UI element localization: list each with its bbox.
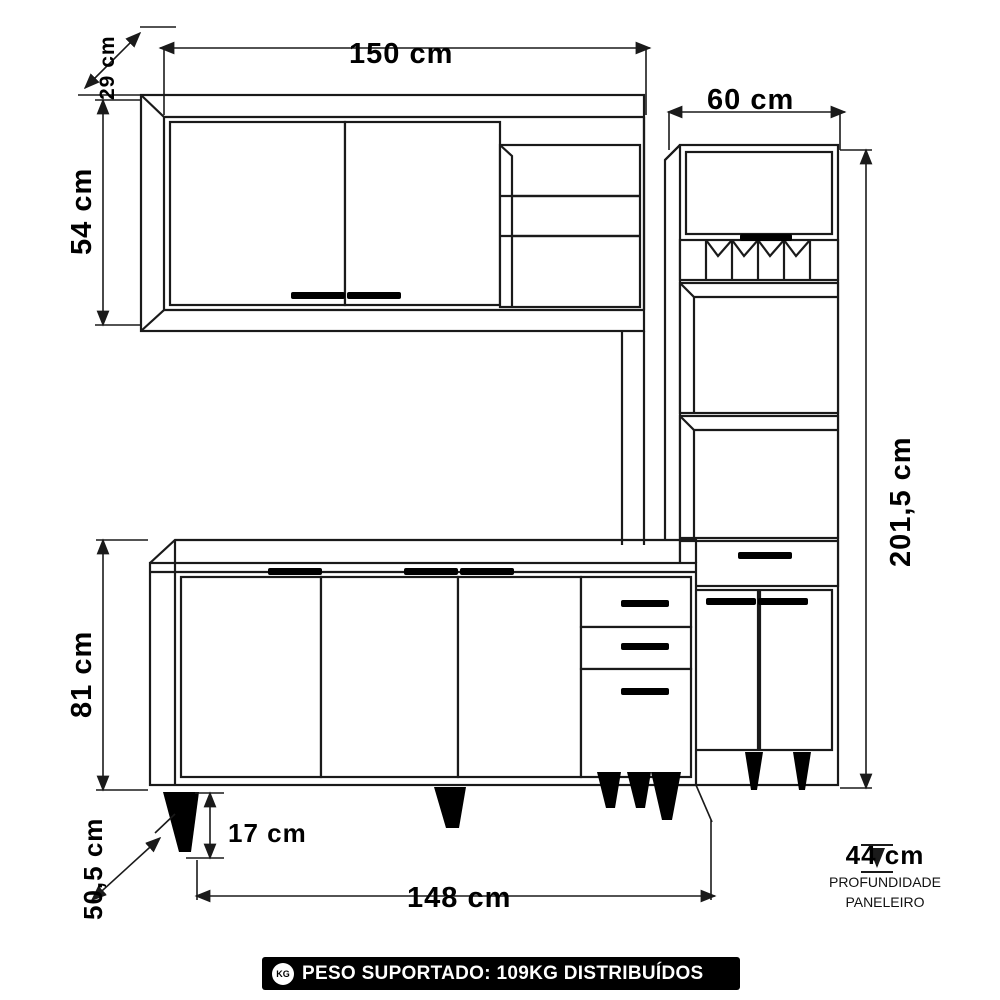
paneleiro-depth-caption-2: PANELEIRO [845, 894, 925, 910]
upper-wall-cabinet [141, 95, 644, 545]
dimension-base-width: 148 cm [407, 882, 512, 914]
dimension-base-height: 81 cm [66, 630, 98, 718]
dimension-tower-height: 201,5 cm [885, 436, 917, 567]
dimension-top-width: 150 cm [349, 38, 454, 70]
paneleiro-depth-block [790, 836, 980, 911]
dimension-top-depth: 29 cm [96, 35, 119, 100]
dimension-feet-height: 17 cm [228, 818, 307, 848]
dimension-base-depth: 50,5 cm [78, 817, 108, 920]
base-cabinet [150, 540, 696, 852]
weight-capacity-text: PESO SUPORTADO: 109KG DISTRIBUÍDOS [302, 962, 704, 984]
paneleiro-depth-value: 44 cm [845, 840, 925, 870]
paneleiro-depth-caption-1: PROFUNDIDADE [828, 874, 941, 890]
dimension-tower-width: 60 cm [707, 84, 795, 116]
weight-capacity-banner [262, 957, 740, 990]
dimension-top-height: 54 cm [66, 167, 98, 255]
kg-icon: KG [272, 963, 294, 985]
